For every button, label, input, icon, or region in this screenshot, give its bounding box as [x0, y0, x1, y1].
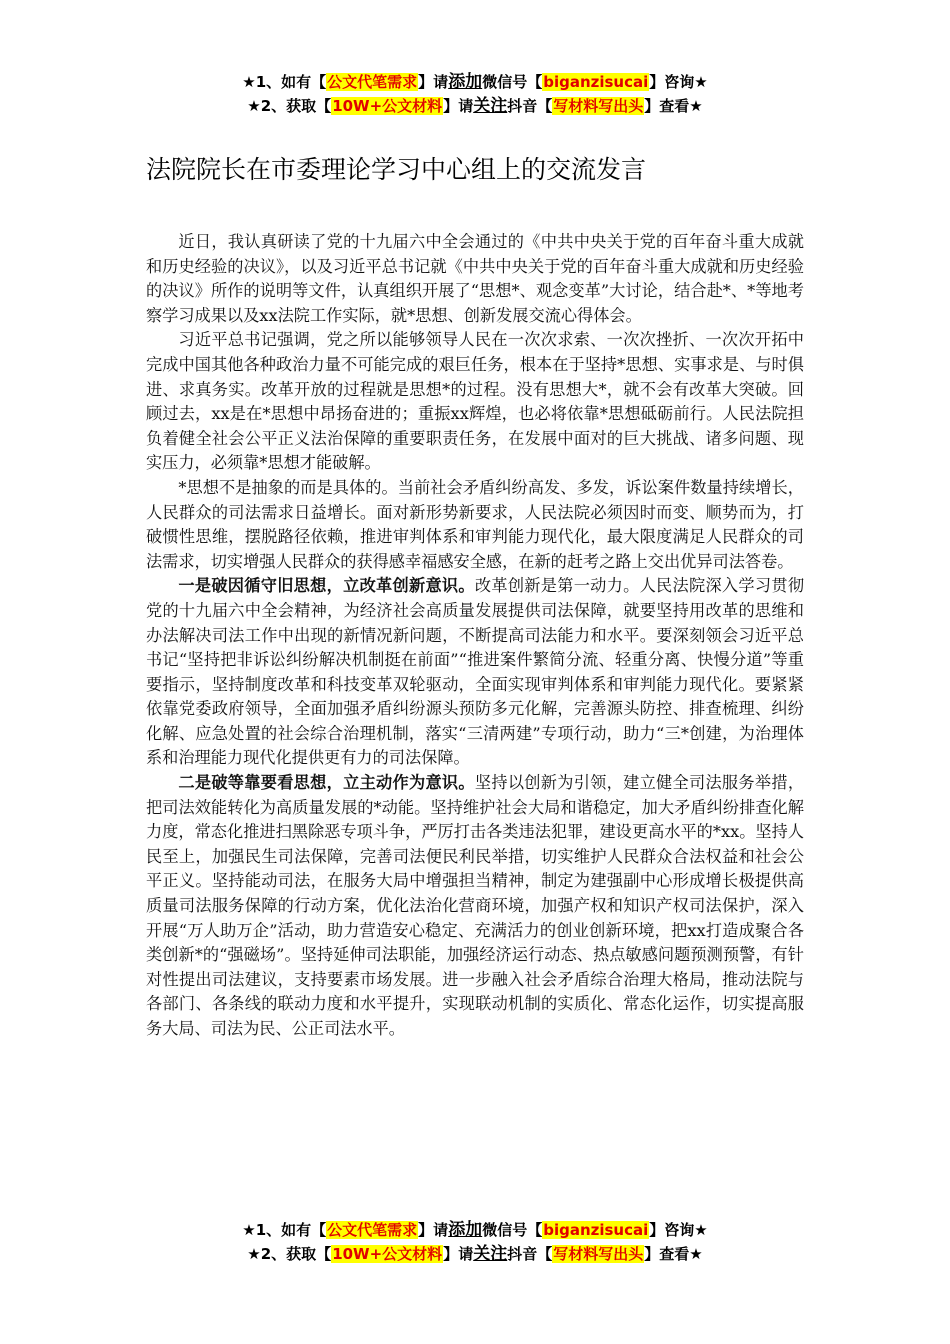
promo-douyin-id: 写材料写出头	[553, 97, 644, 115]
promo-banner-bottom	[0, 1218, 950, 1266]
promo-text: 】请	[443, 1245, 474, 1263]
promo-line-2	[0, 1242, 950, 1266]
star-icon: ★	[689, 97, 703, 115]
star-icon: ★	[242, 73, 256, 91]
promo-text: 微信号【	[482, 73, 543, 91]
promo-text: 】查看	[644, 1245, 690, 1263]
document-body	[146, 230, 804, 1042]
paragraph-lead: 二是破等靠要看思想，立主动作为意识。	[178, 773, 475, 793]
paragraph-text: 改革创新是第一动力。人民法院深入学习贯彻党的十九届六中全会精神，为经济社会高质量发展提供司法保障，就要坚持用改革的思维和办法解决司法工作中出现的新情况新问题，不断提高司法能力和水平。要深刻领会习近平总书记“坚持把非诉讼纠纷解决机制挺在前面”“推进案件繁简分流、轻重分离、快慢分道”等重要指示，坚持制度改革和科技变革双轮驱动，全面实现审判体系和审判能力现代化。要紧紧依靠党委政府领导，全面加强矛盾纠纷源头预防多元化解，完善源头防控、排查梳理、纠纷化解、应急处置的社会综合治理机制，落实“三清两建”专项行动，助力“三*创建，为治理体系和治理能力现代化提供更有力的司法保障。	[146, 576, 805, 768]
star-icon: ★	[247, 1245, 261, 1263]
star-icon: ★	[242, 1221, 256, 1239]
star-icon: ★	[247, 97, 261, 115]
star-icon: ★	[694, 1221, 708, 1239]
promo-highlight: 公文代笔需求	[327, 73, 418, 91]
promo-text: 】查看	[644, 97, 690, 115]
promo-text: 】请	[418, 1221, 449, 1239]
paragraph	[146, 574, 804, 771]
promo-text: 】请	[443, 97, 474, 115]
promo-wechat-id: biganzisucai	[543, 73, 649, 91]
promo-emphasis: 添加	[448, 72, 483, 92]
promo-text: 】咨询	[649, 1221, 695, 1239]
promo-highlight: 10W+公文材料	[332, 97, 443, 115]
promo-emphasis: 关注	[473, 96, 508, 116]
promo-emphasis: 添加	[448, 1220, 483, 1240]
promo-text: 】咨询	[649, 73, 695, 91]
paragraph-text: *思想不是抽象的而是具体的。当前社会矛盾纠纷高发、多发，诉讼案件数量持续增长，人民群众的司法需求日益增长。面对新形势新要求，人民法院必须因时而变、顺势而为，打破惯性思维，摆脱路径依赖，推进审判体系和审判能力现代化，最大限度满足人民群众的司法需求，切实增强人民群众的获得感幸福感安全感，在新的赶考之路上交出优异司法答卷。	[146, 477, 804, 571]
promo-line-2	[0, 94, 950, 118]
promo-text: 抖音【	[507, 1245, 553, 1263]
promo-wechat-id: biganzisucai	[543, 1221, 649, 1239]
promo-highlight: 公文代笔需求	[327, 1221, 418, 1239]
star-icon: ★	[694, 73, 708, 91]
promo-text: 1、如有【	[255, 73, 327, 91]
paragraph	[146, 230, 804, 328]
promo-douyin-id: 写材料写出头	[553, 1245, 644, 1263]
promo-text: 】请	[418, 73, 449, 91]
star-icon: ★	[689, 1245, 703, 1263]
promo-line-1	[0, 70, 950, 94]
promo-text: 2、获取【	[260, 97, 332, 115]
paragraph-lead: 一是破因循守旧思想，立改革创新意识。	[178, 576, 475, 596]
promo-emphasis: 关注	[473, 1244, 508, 1264]
paragraph-text: 坚持以创新为引领，建立健全司法服务举措，把司法效能转化为高质量发展的*动能。坚持维护社会大局和谐稳定，加大矛盾纠纷排查化解力度，常态化推进扫黑除恶专项斗争，严厉打击各类违法犯罪，建设更高水平的*xx。坚持人民至上，加强民生司法保障，完善司法便民利民举措，切实维护人民群众合法权益和社会公平正义。坚持能动司法，在服务大局中增强担当精神，制定为建强副中心形成增长极提供高质量司法服务保障的行动方案，优化法治化营商环境，加强产权和知识产权司法保护，深入开展“万人助万企”活动，助力营造安心稳定、充满活力的创业创新环境，把xx打造成聚合各类创新*的“强磁场”。坚持延伸司法职能，加强经济运行动态、热点敏感问题预测预警，有针对性提出司法建议，支持要素市场发展。进一步融入社会矛盾综合治理大格局，推动法院与各部门、各条线的联动力度和水平提升，实现联动机制的实质化、常态化运作，切实提高服务大局、司法为民、公正司法水平。	[146, 773, 805, 1038]
promo-banner-top	[0, 70, 950, 118]
promo-text: 微信号【	[482, 1221, 543, 1239]
promo-text: 1、如有【	[255, 1221, 327, 1239]
paragraph-text: 近日，我认真研读了党的十九届六中全会通过的《中共中央关于党的百年奋斗重大成就和历史经验的决议》，以及习近平总书记就《中共中央关于党的百年奋斗重大成就和历史经验的决议》所作的说明等文件，认真组织开展了“思想*、观念变革”大讨论，结合赴*、*等地考察学习成果以及xx法院工作实际，就*思想、创新发展交流心得体会。	[146, 232, 804, 325]
paragraph	[146, 476, 804, 574]
paragraph	[146, 328, 804, 476]
document-title: 法院院长在市委理论学习中心组上的交流发言	[146, 155, 647, 184]
promo-text: 2、获取【	[260, 1245, 332, 1263]
paragraph	[146, 771, 804, 1042]
promo-highlight: 10W+公文材料	[332, 1245, 443, 1263]
promo-line-1	[0, 1218, 950, 1242]
paragraph-text: 习近平总书记强调，党之所以能够领导人民在一次次求索、一次次挫折、一次次开拓中完成中国其他各种政治力量不可能完成的艰巨任务，根本在于坚持*思想、实事求是、与时俱进、求真务实。改革开放的过程就是思想*的过程。没有思想大*，就不会有改革大突破。回顾过去，xx是在*思想中昂扬奋进的；重振xx辉煌，也必将依靠*思想砥砺前行。人民法院担负着健全社会公平正义法治保障的重要职责任务，在发展中面对的巨大挑战、诸多问题、现实压力，必须靠*思想才能破解。	[146, 330, 804, 473]
promo-text: 抖音【	[507, 97, 553, 115]
